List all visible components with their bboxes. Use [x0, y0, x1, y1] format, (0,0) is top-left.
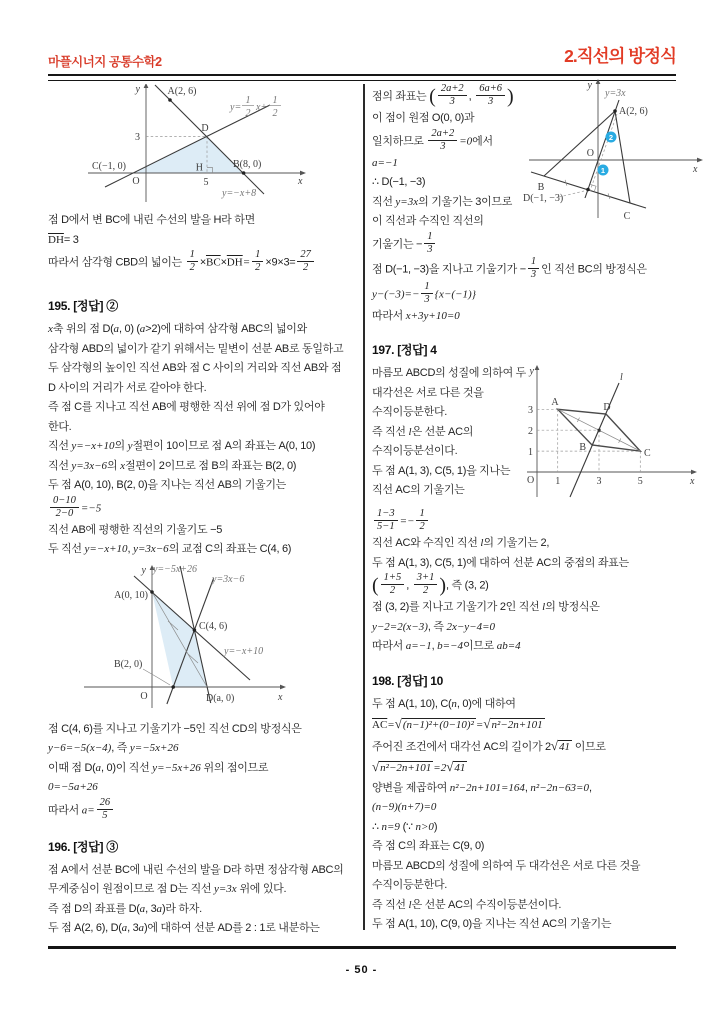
text-line: 따라서 a=−1, b=−4이므로 ab=4: [372, 640, 521, 652]
text-line: 따라서 삼각형 CBD의 넓이는 $\frac{1}{2}$ $\times\overline{BC}\times\overline{DH}=$ $\frac{1}{2}$ ×9×3= $\frac{27}{2}$: [48, 250, 358, 275]
point-a-label: A(0, 10): [114, 589, 148, 601]
text-line: 즉 점 D의 좌표를 D(a, 3a)라 하자.: [48, 902, 202, 915]
text-line: $\frac{0-10}{2-0}$ =−5: [48, 496, 358, 521]
point-b-label: B: [537, 182, 545, 193]
point-d-label: D: [201, 123, 209, 134]
figure-rhombus: [523, 362, 701, 502]
text-line: 두 점 A(0, 10), B(2, 0)을 지나는 직선 AB의 기울기는: [48, 479, 286, 491]
text-line: 삼각형 ABD의 넓이가 같기 위해서는 밑변이 선분 AB로 동일하고: [48, 342, 344, 355]
line-1-equation: y=−5x+26: [152, 563, 198, 575]
text-line: y−6=−5(x−4), 즉 y=−5x+26: [48, 742, 179, 754]
top-solution-text-full: [372, 257, 690, 327]
point-d-label: D(−1, −3): [523, 193, 564, 204]
origin-label: O: [527, 475, 535, 486]
point-a-dot: [150, 590, 154, 594]
chapter-title: 2.직선의 방정식: [564, 46, 676, 66]
axis-y-label: y: [141, 564, 146, 576]
text-line: x축 위의 점 D(a, 0) (a>2)에 대하여 삼각형 ABC의 넓이와: [48, 323, 307, 335]
ytick-2: 2: [528, 426, 533, 437]
bottom-rule: [48, 946, 676, 949]
point-b-label: B: [579, 442, 586, 453]
text-line: 두 점 A(1, 3), C(5, 1)에 대하여 선분 AC의 중점의 좌표는: [372, 556, 629, 569]
text-line: 따라서 a= $\frac{26}{5}$: [48, 798, 358, 823]
text-line: 즉 직선 l은 선분 AC의: [372, 425, 474, 438]
text-line: 두 점 A(1, 3), C(5, 1)을 지나는: [372, 464, 511, 477]
xtick-1: 1: [555, 476, 561, 487]
text-line: (n−9)(n+7)=0: [372, 801, 437, 813]
text-line: 이때 점 D(a, 0)이 직선 y=−5x+26 위의 점이므로: [48, 761, 269, 774]
text-line: 점의 좌표는 ( $\frac{2a+2}{3}$ , $\frac{6a+6}{3}$ ): [372, 83, 514, 108]
axis-y-label: y: [135, 84, 140, 95]
svg-text:x+: x+: [256, 102, 268, 113]
figure4-wrapper: [523, 362, 701, 502]
xtick-3: 3: [596, 476, 602, 487]
line-equation: y=3x: [605, 88, 626, 99]
text-line: 두 점 A(2, 6), D(a, 3a)에 대하여 선분 AD를 2 : 1로 내분하는: [48, 922, 320, 934]
axis-x-label: x: [690, 476, 695, 487]
axis-y-label: y: [529, 366, 534, 377]
problem-196-text: [48, 861, 358, 939]
text-line: $\overline{AC}=√(n-1)^2+(0-10)^2 =√n^2-2n+101$: [372, 716, 543, 731]
svg-text:y=: y=: [230, 102, 242, 113]
text-line: 대각선은 서로 다른 것을: [372, 386, 484, 399]
shaded-triangle: [134, 136, 244, 173]
problem-198-text: [372, 695, 690, 935]
text-line: 점 (3, 2)를 지나고 기울기가 2인 직선 l의 방정식은: [372, 601, 600, 613]
text-line: 두 삼각형의 높이인 직선 AB와 점 C 사이의 거리와 직선 AB와 점: [48, 362, 342, 374]
line-cd-equation: [229, 95, 281, 119]
point-c-label: C(−1, 0): [92, 161, 126, 172]
point-a-label: A: [551, 397, 559, 408]
problem-197-block: [372, 364, 695, 509]
text-line: 즉 점 C의 좌표는 C(9, 0): [372, 840, 485, 852]
text-line: 수직이등분한다.: [372, 879, 448, 891]
text-line: 직선 AC의 기울기는: [372, 484, 465, 496]
origin-label: O: [586, 148, 594, 159]
left-column: [48, 84, 358, 939]
problem-197-heading: 197. [정답] 4: [372, 343, 437, 357]
axes: [527, 365, 697, 497]
axis-x-label: x: [278, 691, 283, 703]
text-line: ∴ D(−1, −3): [372, 176, 426, 188]
point-c-label: C: [623, 211, 631, 222]
line-l: [570, 383, 619, 497]
point-a-label: A(2, 6): [167, 86, 197, 97]
text-line: ∴ n=9 (∵ n>0): [372, 820, 438, 833]
text-line: 이 직선과 수직인 직선의: [372, 215, 484, 227]
origin-label: O: [132, 176, 140, 187]
text-line: 두 점 A(1, 10), C(n, 0)에 대하여: [372, 697, 516, 710]
point-d-dot: [586, 188, 590, 192]
point-c-label: C: [644, 448, 651, 459]
point-b-dot: [242, 171, 246, 175]
problem-196-heading: 196. [정답] ③: [48, 839, 118, 854]
problem-195-heading: 195. [정답] ②: [48, 299, 118, 313]
axis-x-label: x: [298, 176, 303, 187]
page-number: - 50 -: [345, 964, 378, 976]
text-line: 점 D(−1, −3)을 지나고 기울기가 − $\frac{1}{3}$ 인 직선 BC의 방정식은: [372, 255, 647, 280]
point-b-dot: [171, 685, 175, 689]
ratio-badge-2: [606, 132, 617, 143]
text-line: 직선 y=−x+10의 y절편이 10이므로 점 A의 좌표는 A(0, 10): [48, 440, 316, 452]
top-solution-block: [372, 80, 698, 257]
ytick-1: 1: [528, 447, 533, 458]
book-title: 마플시너지 공통수학2: [48, 55, 162, 69]
point-c-dot: [193, 628, 197, 632]
point-a-dot: [168, 98, 172, 102]
text-line: a=−1: [372, 156, 398, 169]
problem-195-text-b: [48, 720, 358, 823]
point-d-label: D: [603, 402, 611, 413]
text-line: 한다.: [48, 420, 72, 433]
text-line: 수직이등분선이다.: [372, 445, 458, 457]
line-l-label: l: [620, 372, 623, 383]
text-line: $\overline{DH}= 3$: [48, 233, 79, 246]
text-line: 직선 y=3x−6의 x절편이 2이므로 점 B의 좌표는 B(2, 0): [48, 459, 297, 472]
text-line: 일치하므로 $\frac{2a+2}{3}$ =0에서: [372, 127, 493, 152]
problem-195-text-a: [48, 320, 358, 560]
text-line: 수직이등분한다.: [372, 406, 448, 418]
ytick-3: 3: [528, 405, 533, 416]
text-line: 마름모 ABCD의 성질에 의하여 두 대각선은 서로 다른 것을: [372, 859, 641, 872]
ratio-badge-1: [598, 165, 609, 176]
svg-text:1: 1: [245, 95, 251, 106]
svg-text:2: 2: [272, 108, 278, 119]
xtick-5: 5: [637, 476, 643, 487]
tick-5-label: 5: [203, 177, 209, 188]
text-line: 따라서 x+3y+10=0: [372, 309, 460, 322]
text-line: ( $\frac{1+5}{2}$ , $\frac{3+1}{2}$ ), 즉 (3, 2): [372, 572, 489, 597]
text-line: 마름모 ABCD의 성질에 의하여 두: [372, 367, 526, 379]
point-a-label: A(2, 6): [619, 106, 648, 117]
midpoint-dot: [598, 429, 601, 432]
point-d-label: D(a, 0): [206, 692, 235, 704]
axis-x-label: x: [693, 164, 698, 175]
label-b-leader: [143, 669, 170, 685]
svg-text:1: 1: [600, 165, 606, 175]
text-line: 즉 점 C를 지나고 직선 AB에 평행한 직선 위에 점 D가 있어야: [48, 401, 325, 413]
point-a-dot: [613, 109, 617, 113]
text-line: 두 직선 y=−x+10, y=3x−6의 교점 C의 좌표는 C(4, 6): [48, 543, 292, 555]
text-line: y−(−3)=− $\frac{1}{3}$ {x−(−1)}: [372, 280, 477, 305]
svg-text:2: 2: [608, 132, 614, 142]
segment-ad-dashed: [590, 114, 617, 191]
text-line: 기울기는 − $\frac{1}{3}$: [372, 232, 690, 257]
text-line: 양변을 제곱하여 n²−2n+101=164, n²−2n−63=0,: [372, 781, 592, 794]
text-line: 직선 AB에 평행한 직선의 기울기도 −5: [48, 523, 223, 536]
solution-text-block: [48, 211, 358, 275]
problem-197-text-full: [372, 509, 690, 657]
text-line: y−2=2(x−3), 즉 2x−y−4=0: [372, 620, 496, 633]
text-line: 직선 y=3x의 기울기는 3이므로: [372, 195, 513, 208]
point-b-label: B(8, 0): [233, 159, 262, 170]
tick-3-label: 3: [135, 132, 140, 143]
line-ab-equation: y=−x+8: [222, 188, 257, 199]
text-line: D 사이의 거리가 서로 같아야 한다.: [48, 381, 207, 394]
text-line: 0=−5a+26: [48, 781, 98, 793]
problem-198-heading: 198. [정답] 10: [372, 673, 443, 688]
origin-label: O: [140, 690, 148, 702]
column-divider: [363, 84, 365, 930]
figure3-wrapper: [521, 78, 706, 226]
text-line: 주어진 조건에서 대각선 AC의 길이가 2√41 이므로: [372, 737, 606, 753]
point-b-label: B(2, 0): [114, 658, 143, 670]
point-c-label: C(4, 6): [199, 620, 228, 632]
text-line: 두 점 A(1, 10), C(9, 0)을 지나는 직선 AC의 기울기는: [372, 918, 612, 930]
text-line: $\frac{1-3}{5-1}$ =− $\frac{1}{2}$: [372, 509, 690, 534]
text-line: 이 점이 원점 O(0, 0)과: [372, 112, 475, 124]
svg-text:1: 1: [272, 95, 278, 106]
text-line: 점 D에서 변 BC에 내린 수선의 발을 H라 하면: [48, 214, 255, 226]
text-line: √n²−2n+101 =2√41: [372, 759, 466, 774]
text-line: 점 C(4, 6)를 지나고 기울기가 −5인 직선 CD의 방정식은: [48, 722, 302, 735]
text-line: 무게중심이 원점이므로 점 D는 직선 y=3x 위에 있다.: [48, 883, 287, 895]
text-line: 직선 AC와 수직인 직선 l의 기울기는 2,: [372, 537, 550, 549]
point-h-label: H: [195, 162, 203, 174]
figure-triangle-cbd: [70, 84, 362, 208]
figure-triangle-y3x: [521, 78, 706, 226]
right-column: [372, 80, 698, 935]
text-line: 즉 직선 l은 선분 AC의 수직이등분선이다.: [372, 898, 562, 911]
figure-parallel-lines: [54, 564, 354, 718]
svg-text:2: 2: [245, 108, 251, 119]
text-line: 점 A에서 선분 BC에 내린 수선의 발을 D라 하면 정삼각형 ABC의: [48, 863, 344, 876]
line-3-equation: y=−x+10: [224, 645, 264, 657]
axis-y-label: y: [587, 80, 592, 91]
line-2-equation: y=3x−6: [212, 573, 245, 585]
